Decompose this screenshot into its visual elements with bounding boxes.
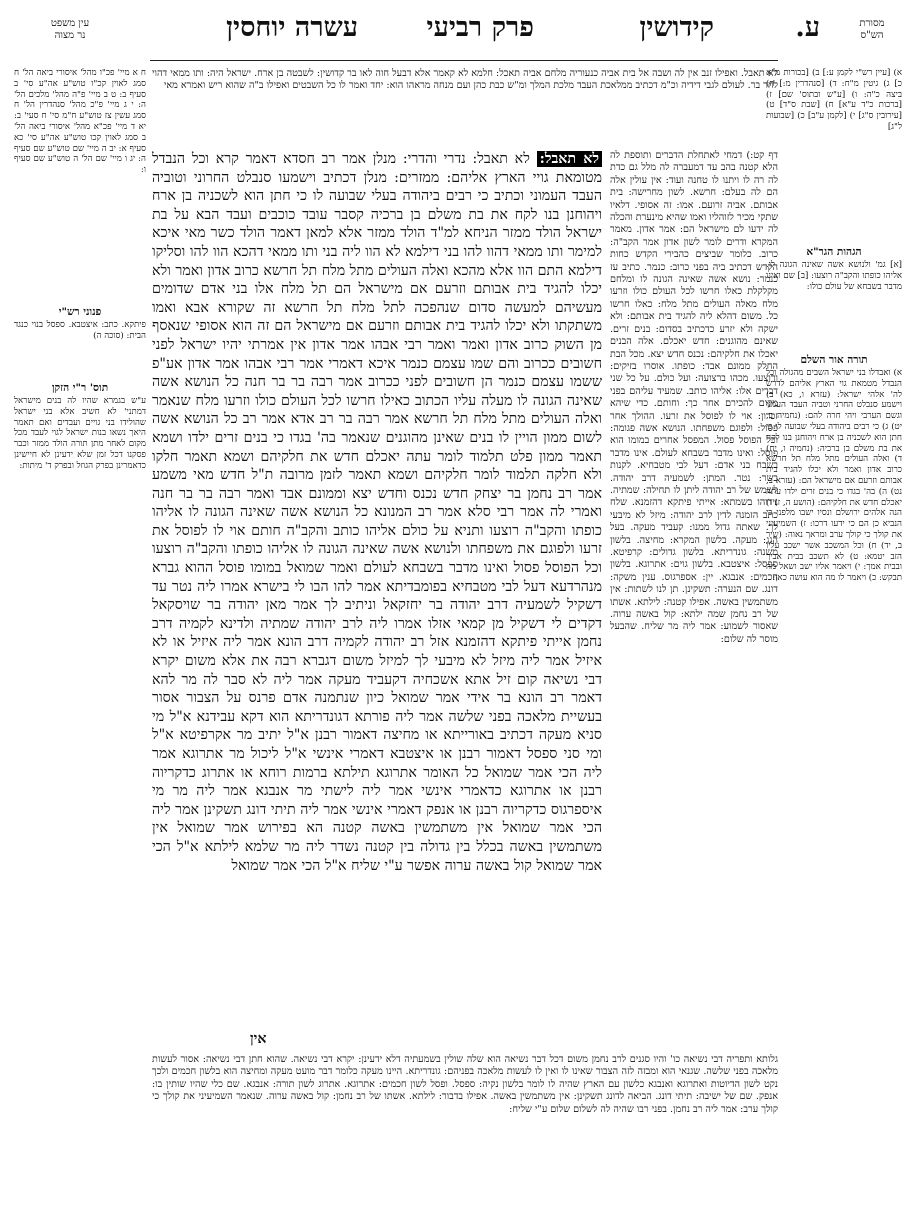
rashi-bottom: גלותא ותפריה דבי נשיאה כו' והיו סגנים לרב נחמן משום דכל דבר נשיאה הוא שלה שולין בשמעתיה דלא ידעינן: יקרא דבי נשיאה. שהוא חתן דבי נשיאה: אסור לעשות מלאכה בפני שלשה. שגנאי הוא ומבזה לזה הצבור שאינו לו ואין לו לעשות מלאכה בפניהם: גונדריתא. היינו מעקה כלומר דבר מועט מעקה ומחיצה הוא בלשון חכמים ולכך נקט לשון הדיוטות ואתרוגא ואנבגא כלשון עם הארץ שהיה לו לומר בלשון נקיה: ספסל. ופסל לשון חכמים: אתרוגא. אתרוג לשון תורה: אנבגא. שם כלי שהיו שותין בו: אנפק. שם של ישיבה: תיתי דונג. הביאה לדונג תשקינן: אין משתמשין באשה. אפילו בדבור: לילתא. אשתו של רב נחמן: קול באשה ערוה. שנאמר השמיעיני את קולך כי קולך ערב: אמר ליה רב נחמן. בפני רבו שהיה לה לשלום שלום ע"י שליח: [152,1054,778,1115]
gemara-main-text [152,150,602,1026]
tractate-title: קידושין [639,12,714,43]
left-margin-heading: עין משפט נר מצוה [50,18,90,41]
top-commentary-line: לא תאבל. ואפילו זנב אין לה ושבה אל בית אביה כנעוריה מלחם אביה תאכל: חלמא לא קאמר אלא דבעל חוה לאו בר קדושין: לשבטה בן ארח. ישראל היה: ותו ממאי דהוי לחר בר. לעולם לגבי דידיה וכ"מ דכתיב ממלאכת העבד מלכת המלך ומ"ש כבת כהן ועם מנחה מראהו הוא: יחד ואמר לו כל השבטים ואפילו ב"ה שהוא ריש ואמרא מאי [152,68,778,92]
ein-mishpat-text: ח א מיי' פכ"ו מהל' איסורי ביאה הל' ח סמג לאוין קכ"ו טוש"ע אה"ע סי' ב סעיף ב: ט ב מיי' פ"ה מהל' מלכים הל' ה: י ג מיי' פ"כ מהל' סנהדרין הל' ח סמג עשין צז טוש"ע ח"מ סי' ח סעי' ב: יא ד מיי' פכ"א מהל' איסורי ביאה הל' ב סמג לאוין קכו טוש"ע אה"ע סי' כא סעיף א: יב ה מיי' שם טוש"ע שם סעיף ה: יג ו מיי' שם הל' ה טוש"ע שם סעיף ו: [14,68,146,176]
gemara-body: לא תאבל: נדרי והדרי: מנלן אמר רב חסדא דאמר קרא וכל הנבדל מטומאת גויי הארץ אליהם: ממזרים: מנלן דכתיב וישמעו סנבלט החרוני וטוביה העבד העמוני וכתיב כי רבים ביהודה בעלי שבועה לו כי חתן הוא לשכניה בן ארח ויהוחנן בנו לקח את בת משלם בן ברכיה קסבר עובד כוכבים ועבד הבא על בת ישראל הולד ממזר הניחא למ"ד הולד ממזר אלא למאן דאמר הולד כשר מאי איכא למימר ותו ממאי דהוו להו בני דילמא לא הוו ליה בני ותו ממאי דהכא הוו להו וסליקו דילמא התם הוו אלא מהכא ואלה העולים מתל מלח תל חרשא כרוב אדון ואמר ולא יכלו להגיד בית אבותם וזרעם אם מישראל הם תל מלח אלו בני אדם שדומים מעשיהם למעשה סדום שנהפכה לתל מלח תל חרשא זה שקורא אבא ואמו משתקתו ולא יכלו להגיד בית אבותם וזרעם אם מישראל הם זה הוא אסופי שנאסף מן השוק כרוב אדון ואמר ואמר רבי אבהו אמר אדון אין אמרתי יהיו ישראל לפני חשובים ככרוב והם שמו עצמם כנמר איכא דאמרי אמר רבי אבהו אמר אדון אע"פ ששמו עצמם כנמר הן חשובים לפני ככרוב אמר רבה בר בר חנה כל הנושא אשה שאינה הגונה לו מעלה עליו הכתוב כאילו חרשו לכל העולם כולו וזרעו מלח שנאמר ואלה העולים מתל מלח תל חרשא אמר רבה בר רב אדא אמר רב כל הנושא אשה לשום ממון הויין לו בנים שאינן מהוגנים שנאמר בה' בגדו כי בנים זרים ילדו ושמא תאמר ממון פלט תלמוד לומר עתה יאכלם חדש את חלקיהם ושמא תאמר חלקו ולא חלקה תלמוד לומר חלקיהם ושמא תאמר לזמן מרובה ת"ל חדש מאי משמע אמר רב נחמן בר יצחק חדש נכנס וחדש יצא וממונם אבד ואמר רבה בר בר חנה ואמרי לה אמר רבי סלא אמר רב המנונא כל הנושא אשה שאינה הגונה לו אליהו כופתו והקב"ה רוצעו ותניא על כולם אליהו כותב והקב"ה חותם אוי לו לפוסל את זרעו ולפוגם את משפחתו ולנושא אשה שאינה הגונה לו אליהו כופתו והקב"ה רוצעו וכל הפוסל פסול ואינו מדבר בשבחא לעולם ואמר שמואל במומו פוסל ההוא גברא מנהרדעא דעל לבי מטבחיא בפומבדיתא אמר להו הבו לי בישרא אמרו ליה נטר עד דשקיל לשמעיה דרב יהודה בר יחזקאל וניתיב לך אמר מאן יהודה בר שויסקאל דקדים לי דשקיל מן קמאי אזלו אמרו ליה לרב יהודה שמתיה ולדינא לקמיה דרב נחמן אייתי פיתקא דהזמנא אזל רב יהודה לקמיה דרב הונא אמר ליה איזיל או לא איזיל אמר ליה מיזל לא מיבעי לך למיזל משום דגברא רבה את אלא משום יקרא דבי נשיאה קום זיל אתא אשכחיה דקעביד מעקה אמר ליה לא סבר לה מר להא דאמר רב הונא בר אידי אמר שמואל כיון שנתמנה אדם פרנס על הצבור אסור בעשיית מלאכה בפני שלשה אמר ליה פורתא דגונדריתא הוא דקא עבידנא א"ל מי סניא מעקה דכתיב באורייתא או מחיצה דאמור רבנן א"ל יתיב מר אקרפיטא א"ל ומי סני ספסל דאמור רבנן או איצטבא דאמרי אינשי א"ל ליכול מר אתרוגא אמר ליה הכי אמר שמואל כל האומר אתרוגא תילתא ברמות רוחא או אתרוג כדקריוה רבנן או אתרוגא כדאמרי אינשי אמר ליה לישתי מר אנבגא אמר ליה מר מי איספרגוס כדקריוה רבנן או אנפק דאמרי אינשי אמר ליה תיתי דונג תשקינן אמר ליה הכי אמר שמואל אין משתמשין באשה קטנה הא בפירוש אמר שמואל אין משתמשין באשה בכלל בין גדולה בין קטנה נשדר ליה מר שלמא לילתא א"ל הכי אמר שמואל קול באשה ערוה אפשר ע"י שליח א"ל הכי אמר שמואל [152,151,602,874]
chapter-name: עשרה יוחסין [226,12,358,43]
lashon-section [14,304,146,380]
right-margin-heading: מסורת הש"ס [859,18,885,41]
catchword: אין [250,1031,267,1047]
gra-text: [א] גמ' ולנושא אשה שאינה הגונה לו. אליהו כופתו והקב"ה רוצעו: [ב] שם ואינו מדבר בשבחא של עולם כולו: [766,260,902,292]
gra-section [766,244,902,352]
rashi-commentary: דף קט:) דמחי לאתחלת הדברים ותוספת לה הלא קטנה בהב עד דמעברה לה מלל גם כדת לה רה לו ויתנו לו טחנה ועוד: אין עולין אלה הם לה בעלם: חרשא. לשון מחרישה: בית אבותם. אביה זרועם. אמו: זה אסופי. דלאיו שתקי מכיר לזוהליו ואמו שהיא מינערת והכלה לה ידעו לם מישראל הם: אמר אדון. מאמר המקרא ודרים לומר לשון אדון אמר הקב"ה: כרוב. כלומר שביצים כהבירי הקדש כחות הקדש דכתיב ביה בפני כרוב: כנמר. כתיב עז כנמר: נושא אשה שאינה הגונה לו ומלחם מקלקלת כאלו חרשו לכל העולם כולו וזרעו מלח מאלה העולים מתל מלח: כאלו חרשו כל. משום דהלא ליה להגיד בית אבותם: ולא ישקה ולא יזרע כדכתיב בסדום: בנים זרים. שאינם מהוגנים: חדש יאכלם. אלה הבנים יאכלו את חלקיהם: נכנס חדש יצא. מכל הבת החלק ממונם אבד: כופתו. אוסרו בזיקים: ורוצעו. מכהו ברצועה: ועל כולם. על כל שני דברים אלו: אליהו כותב. שמעיד עליהם בפני מקום להכירם אחר כך: וחותם. כדי שיהא זכרון: אוי לו לפוסל את זרעו. ההולך אחר פסול: ולפוגם משפחתו. הנושא אשה פגומה: וכל הפוסל פסול. המפסל אחרים במומו הוא פוסל: ואינו מדבר בשבחא לעולם. אינו מדבר בשבח בני אדם: דעל לבי מטבחיא. לקנות בשר: נטר. המתן: לשמעיה דרב יהודה. לשמש של רב יהודה ליתן לו תחילה: שמתיה. נידוהו בשמתא: אייתי פיתקא דהזמנא. שלח כתב הזמנה לדין לרב יהודה: מיזל לא מיבעי לך. שאתה גדול ממנו: קעביד מעקה. בעל הגג: מעקה. בלשון המקרא: מחיצה. בלשון משנה: גונדריתא. בלשון גדולים: קרפיטא. ספסל: איצטבא. בלשון גוים: אתרוגא. בלשון חכמים: אנבגא. יין: אספרגוס. ענין משקה: דונג. שם הנערה: תשקינן. תן לנו לשתות: אין משתמשין באשה. אפילו קטנה: לילתא. אשתו של רב נחמן שמה ילתא: קול באשה ערוה. שאסור לשמוע: אמר ליה מר שליח. שהבעל מוסר לה שלום: [610,150,778,645]
tosafot-title: תוס' ר"י הזקן [51,382,109,394]
lashon-title: פנוני רש"י [58,306,102,318]
page-letter: ע. [795,12,820,43]
header-rule [150,60,778,61]
chapter-number: פרק רביעי [426,12,534,43]
tosafot-section [14,380,146,516]
lashon-text: פיתקא. כתב: איצטבא. ספסל בנוי כנגד הבית: (סוכה ה) [14,320,146,341]
torah-or-text: א) ואבדלו בני ישראל השבים מהגולה וכל הנבדל מטמאת גוי הארץ אליהם לדרש לה' אלהי ישראל: (עזרא ו, כא) ב) וישמע סנבלט החרני וטביה העבד העמני וגשם הערבי ויהי חרה להם: (נחמיה ב, יט) ג) כי רבים ביהודה בעלי שבועה לו כי חתן הוא לשכניה בן ארח ויהוחנן בנו לקח את בת משלם בן ברכיה: (נחמיה ו, יח) ד) ואלה העולים מתל מלח תל חרשא כרוב אדון ואמר ולא יכלו להגיד בית אבותם וזרעם אם מישראל הם: (עזרא ב, נט) ה) בה' בגדו כי בנים זרים ילדו עתה יאכלם חדש את חלקיהם: (הושע ה, ז) ו) הנה אלהים ירושלם ונסיו ישבו מלפני כי הנביא כן הם כי ידעו דרכו: ז) השמיעיני את קולך כי קולך ערב ומראך נאוה: (שיר ב, יד) ח) וכל המשכב אשר ישכב עליו הזב יטמא: ט) לא תשכב בבית אביך ובבית אמך: י) ויאמר אליו ישב ושאל מה תבקש: כ) ויאמר לו מה הוא עושה כאן: [766,368,902,584]
torah-or-section [766,352,902,1168]
dibbur-hamatchil-box: לא תאבל: [537,151,602,167]
masoret-hashas: א) [עיין רש"י לקמן ע:] ב) [בכורות מ"א כ] ג) גיטין מ"ח: ד) [סנהדרין מ:] ה) ביצה כ"ה: ו) [ע"ש ובתוס' שם] ז) [ברכות כ"ד ע"א] ח) [שבת ס"ד] ט) [עירובין ס"ג] י) [לקמן ע"ב] כ) [שבועות ל"ג] [766,68,902,132]
gra-title: הגהות הגר"א [806,246,862,258]
tosafot-text: ע"ש בגמרא שהיו לה בנים מישראל דמתני' לא חשיב אלא בני ישראל שהולידו בני גויים ועבדים ואם תאמר היאך נשאו בנות ישראל לגוי לעבד מכל מקום לאחר מתן תורה הולד ממזר וכבר פסקנו דכל זמן שלא ידעינן לא חיישינן כדאמרינן בפרק הגוזל ובפרק ד' מיתות: [14,396,146,471]
torah-or-title: תורה אור השלם [800,354,868,366]
